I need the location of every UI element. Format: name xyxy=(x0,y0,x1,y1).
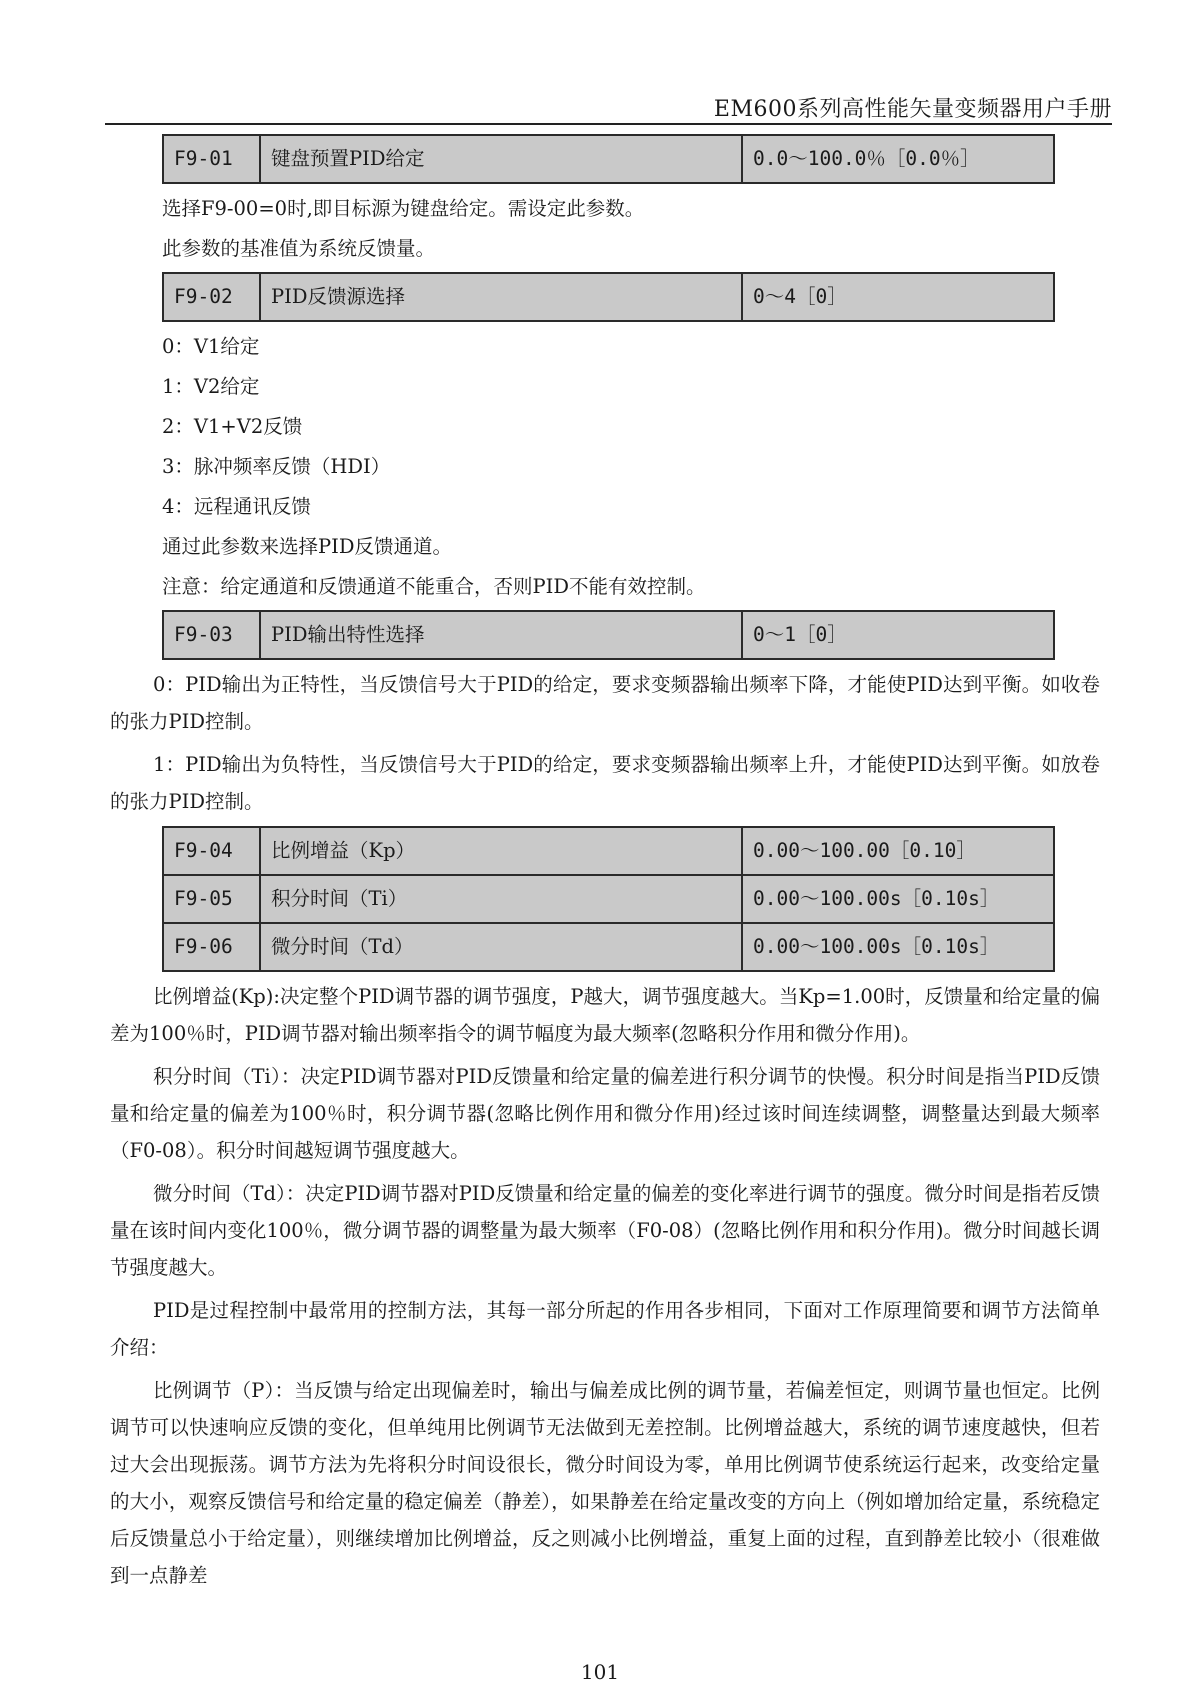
ti-paragraph: 积分时间（Ti）：决定PID调节器对PID反馈量和给定量的偏差进行积分调节的快慢。积分时间是指当PID反馈量和给定量的偏差为100％时，积分调节器(忽略比例作用和微分作用)经过该时间连续调整，调整量达到最大频率（F0-08）。积分时间越短调节强度越大。 xyxy=(110,1065,1100,1162)
param-row xyxy=(163,135,1054,183)
param-row xyxy=(163,611,1054,659)
page-number: 101 xyxy=(580,1660,620,1684)
body-line: 此参数的基准值为系统反馈量。 xyxy=(162,237,436,260)
param-row xyxy=(163,923,1054,971)
option-line: 0：V1给定 xyxy=(162,335,260,358)
body-line: 选择F9-00=0时,即目标源为键盘给定。需设定此参数。 xyxy=(162,197,645,220)
param-range: 0.0～100.0％［0.0％］ xyxy=(742,135,1054,183)
option-line: 4：远程通讯反馈 xyxy=(162,495,311,518)
param-range: 0.00～100.00［0.10］ xyxy=(742,827,1054,875)
pid-intro-paragraph: PID是过程控制中最常用的控制方法，其每一部分所起的作用各步相同，下面对工作原理简要和调节方法简单介绍： xyxy=(110,1299,1100,1359)
param-name: PID反馈源选择 xyxy=(260,273,742,321)
param-row xyxy=(163,273,1054,321)
param-row xyxy=(163,875,1054,923)
param-name: PID输出特性选择 xyxy=(260,611,742,659)
param-range: 0～1［0］ xyxy=(742,611,1054,659)
option-line: 2：V1+V2反馈 xyxy=(162,415,303,438)
option-paragraph: 1：PID输出为负特性，当反馈信号大于PID的给定，要求变频器输出频率上升，才能使PID达到平衡。如放卷的张力PID控制。 xyxy=(110,753,1100,813)
param-name: 微分时间（Td） xyxy=(260,923,742,971)
param-table-f902 xyxy=(162,272,1055,322)
header-divider xyxy=(105,123,1112,125)
param-code: F9-04 xyxy=(163,827,260,875)
param-row xyxy=(163,827,1054,875)
param-table-f904-f906 xyxy=(162,826,1055,972)
option-line: 1：V2给定 xyxy=(162,375,260,398)
note-line: 注意：给定通道和反馈通道不能重合，否则PID不能有效控制。 xyxy=(162,575,706,598)
option-line: 3：脉冲频率反馈（HDI） xyxy=(162,455,391,478)
param-code: F9-06 xyxy=(163,923,260,971)
param-name: 积分时间（Ti） xyxy=(260,875,742,923)
option-paragraph: 0：PID输出为正特性，当反馈信号大于PID的给定，要求变频器输出频率下降，才能使PID达到平衡。如收卷的张力PID控制。 xyxy=(110,673,1100,733)
param-code: F9-02 xyxy=(163,273,260,321)
param-range: 0.00～100.00s［0.10s］ xyxy=(742,923,1054,971)
param-range: 0.00～100.00s［0.10s］ xyxy=(742,875,1054,923)
param-name: 键盘预置PID给定 xyxy=(260,135,742,183)
param-code: F9-05 xyxy=(163,875,260,923)
manual-title: EM600系列高性能矢量变频器用户手册 xyxy=(713,97,1112,122)
param-name: 比例增益（Kp） xyxy=(260,827,742,875)
page-content xyxy=(110,130,1100,1600)
param-table-f903 xyxy=(162,610,1055,660)
param-table-f901 xyxy=(162,134,1055,184)
param-code: F9-01 xyxy=(163,135,260,183)
p-control-paragraph: 比例调节（P）：当反馈与给定出现偏差时，输出与偏差成比例的调节量，若偏差恒定，则调节量也恒定。比例调节可以快速响应反馈的变化，但单纯用比例调节无法做到无差控制。比例增益越大，系统的调节速度越快，但若过大会出现振荡。调节方法为先将积分时间设很长，微分时间设为零，单用比例调节使系统运行起来，改变给定量的大小，观察反馈信号和给定量的稳定偏差（静差），如果静差在给定量改变的方向上（例如增加给定量，系统稳定后反馈量总小于给定量），则继续增加比例增益，反之则减小比例增益，重复上面的过程，直到静差比较小（很难做到一点静差 xyxy=(110,1379,1100,1587)
kp-paragraph: 比例增益(Kp):决定整个PID调节器的调节强度，P越大，调节强度越大。当Kp=1.00时，反馈量和给定量的偏差为100％时，PID调节器对输出频率指令的调节幅度为最大频率(忽略积分作用和微分作用)。 xyxy=(110,985,1100,1045)
param-range: 0～4［0］ xyxy=(742,273,1054,321)
body-line: 通过此参数来选择PID反馈通道。 xyxy=(162,535,452,558)
param-code: F9-03 xyxy=(163,611,260,659)
td-paragraph: 微分时间（Td）：决定PID调节器对PID反馈量和给定量的偏差的变化率进行调节的强度。微分时间是指若反馈量在该时间内变化100％，微分调节器的调整量为最大频率（F0-08）(忽略比例作用和积分作用)。微分时间越长调节强度越大。 xyxy=(110,1182,1100,1279)
